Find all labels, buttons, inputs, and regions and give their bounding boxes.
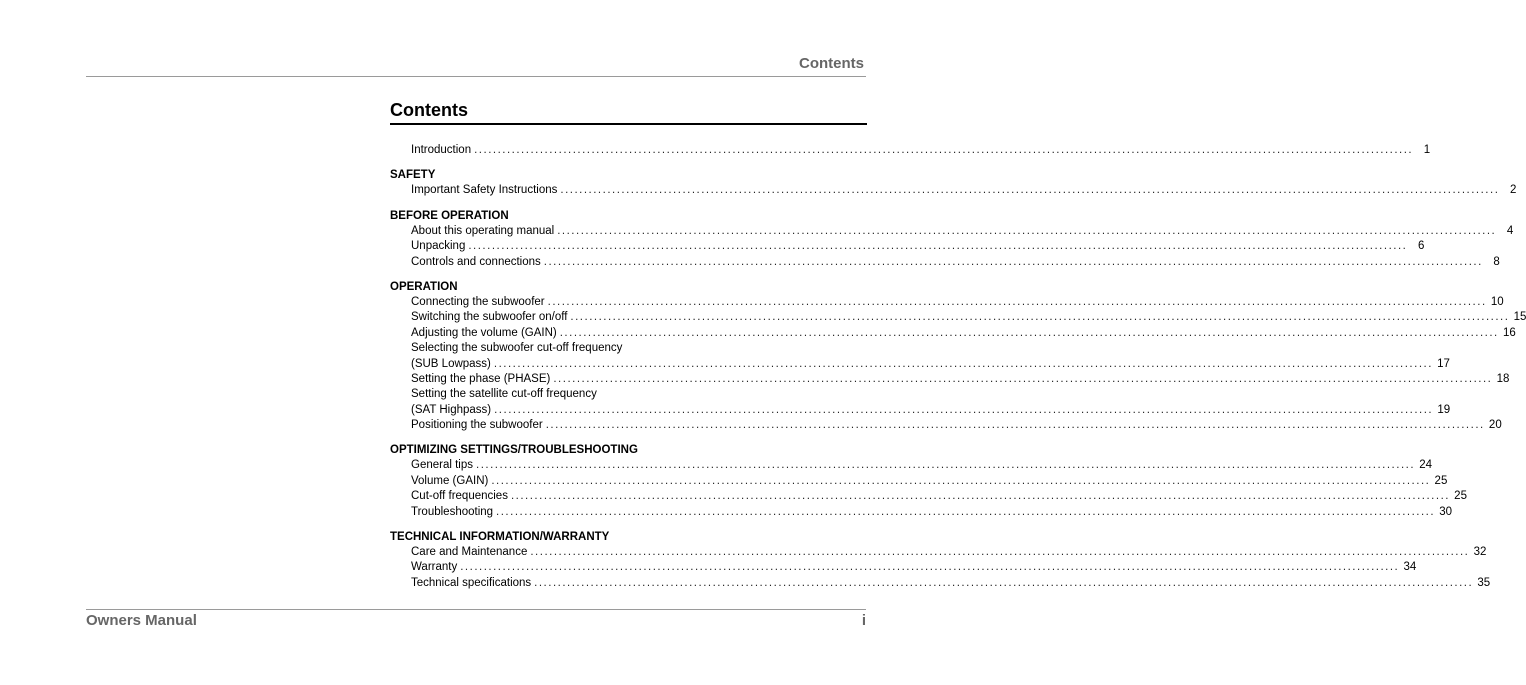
- toc-page-number: 19: [1437, 403, 1451, 416]
- toc-dot-leader: ........................................................................................................................................................................................................: [474, 144, 1414, 156]
- toc-section-heading: OPTIMIZING SETTINGS/TROUBLESHOOTING: [390, 444, 638, 457]
- toc-section-heading: OPERATION: [390, 280, 458, 293]
- toc-section-heading: BEFORE OPERATION: [390, 209, 509, 222]
- toc-entry-title: Important Safety Instructions: [411, 184, 558, 197]
- toc-page-number: 18: [1496, 372, 1510, 385]
- toc-entry[interactable]: [390, 418, 1502, 433]
- toc-entry-title: About this operating manual: [411, 224, 555, 237]
- toc-entry[interactable]: [390, 458, 1433, 473]
- toc-entry[interactable]: [390, 474, 1448, 489]
- toc-entry[interactable]: [390, 545, 1487, 560]
- toc-dot-leader: ........................................................................................................................................................................................................: [557, 224, 1497, 237]
- toc-entry[interactable]: [390, 505, 1453, 520]
- toc-page-number: 1: [1423, 144, 1431, 156]
- toc-entry-title: Care and Maintenance: [411, 546, 528, 559]
- toc-page-number: 16: [1502, 326, 1516, 339]
- toc-entry-title: Volume (GAIN): [411, 474, 489, 487]
- toc-entry-title: (SUB Lowpass): [411, 357, 491, 370]
- toc-page-number: 4: [1506, 224, 1514, 237]
- toc-dot-leader: ........................................................................................................................................................................................................: [543, 255, 1483, 268]
- toc-section: [390, 143, 1431, 158]
- toc-dot-leader: ........................................................................................................................................................................................................: [510, 490, 1450, 503]
- toc-section: [390, 208, 1514, 270]
- table-of-contents: [390, 100, 1526, 591]
- header-rule: [86, 76, 866, 77]
- toc-dot-leader: ........................................................................................................................................................................................................: [570, 311, 1510, 324]
- toc-dot-leader: ........................................................................................................................................................................................................: [547, 295, 1487, 308]
- toc-entry[interactable]: [390, 576, 1491, 591]
- toc-section-heading: TECHNICAL INFORMATION/WARRANTY: [390, 531, 610, 544]
- header-title: Contents: [799, 55, 864, 72]
- toc-page-number: 17: [1437, 357, 1450, 370]
- toc-entry-title: Cut-off frequencies: [411, 490, 508, 503]
- toc-section: [390, 167, 1517, 198]
- toc-entry-title-line: Selecting the subwoofer cut-off frequency: [411, 342, 623, 355]
- toc-dot-leader: ........................................................................................................................................................................................................: [476, 459, 1416, 472]
- footer-page-number: i: [861, 612, 866, 629]
- toc-entry-title-line: Setting the satellite cut-off frequency: [411, 388, 597, 401]
- toc-dot-leader: ........................................................................................................................................................................................................: [559, 326, 1499, 339]
- toc-entry-title: Setting the phase (PHASE): [411, 372, 551, 385]
- toc-entry-title: Warranty: [411, 561, 458, 574]
- toc-section-heading: SAFETY: [390, 169, 436, 182]
- toc-dot-leader: ........................................................................................................................................................................................................: [496, 505, 1436, 518]
- toc-entry-title: Positioning the subwoofer: [411, 419, 543, 432]
- toc-dot-leader: ........................................................................................................................................................................................................: [491, 474, 1431, 487]
- toc-dot-leader: ........................................................................................................................................................................................................: [493, 357, 1433, 370]
- toc-page-number: 8: [1493, 255, 1500, 268]
- toc-entry[interactable]: [390, 310, 1526, 325]
- toc-dot-leader: ........................................................................................................................................................................................................: [534, 576, 1474, 589]
- toc-page-number: 20: [1488, 419, 1502, 432]
- toc-entry-title: Troubleshooting: [411, 505, 494, 518]
- toc-dot-leader: ........................................................................................................................................................................................................: [494, 403, 1434, 416]
- toc-page-number: 25: [1454, 490, 1467, 503]
- toc-page-number: 25: [1434, 474, 1448, 487]
- toc-entry-title: Connecting the subwoofer: [411, 295, 545, 308]
- toc-entry[interactable]: [390, 326, 1516, 341]
- toc-page-number: 34: [1403, 561, 1417, 574]
- toc-entry[interactable]: [390, 403, 1451, 418]
- toc-page-number: 10: [1490, 295, 1504, 308]
- toc-section: [390, 279, 1526, 434]
- toc-title: Contents: [390, 100, 867, 125]
- toc-page-number: 32: [1473, 546, 1487, 559]
- toc-section: [390, 442, 1467, 520]
- toc-section: [390, 529, 1491, 591]
- toc-page-number: 6: [1417, 240, 1425, 253]
- toc-entry[interactable]: [390, 489, 1467, 504]
- toc-page-number: 24: [1419, 459, 1433, 472]
- toc-page-number: 15: [1513, 311, 1526, 324]
- toc-entry-title: General tips: [411, 459, 474, 472]
- toc-entry[interactable]: [390, 372, 1510, 387]
- toc-entry[interactable]: [390, 224, 1514, 239]
- toc-entry[interactable]: [390, 295, 1504, 310]
- toc-entry-title: Introduction: [411, 144, 472, 156]
- toc-sections: [390, 143, 1526, 591]
- footer-rule: [86, 609, 866, 610]
- toc-page-number: 35: [1477, 576, 1491, 589]
- toc-dot-leader: ........................................................................................................................................................................................................: [553, 372, 1493, 385]
- toc-entry[interactable]: [390, 357, 1450, 372]
- toc-entry-title: (SAT Highpass): [411, 403, 492, 416]
- toc-page-number: 2: [1509, 184, 1517, 197]
- toc-entry[interactable]: [390, 239, 1425, 254]
- toc-dot-leader: ........................................................................................................................................................................................................: [460, 561, 1400, 574]
- toc-dot-leader: ........................................................................................................................................................................................................: [530, 546, 1470, 559]
- toc-dot-leader: ........................................................................................................................................................................................................: [560, 184, 1500, 197]
- toc-page-number: 30: [1439, 505, 1453, 518]
- toc-entry-title: Controls and connections: [411, 255, 541, 268]
- toc-entry[interactable]: [390, 560, 1417, 575]
- toc-entry[interactable]: [390, 183, 1517, 198]
- footer-manual-name: Owners Manual: [86, 612, 197, 629]
- toc-dot-leader: ........................................................................................................................................................................................................: [545, 419, 1485, 432]
- toc-entry-title: Adjusting the volume (GAIN): [411, 326, 557, 339]
- toc-entry-title: Technical specifications: [411, 576, 532, 589]
- toc-entry-title: Unpacking: [411, 240, 466, 253]
- toc-entry[interactable]: [390, 255, 1500, 270]
- toc-entry[interactable]: [390, 143, 1431, 158]
- toc-dot-leader: ........................................................................................................................................................................................................: [468, 240, 1408, 253]
- toc-entry-title: Switching the subwoofer on/off: [411, 311, 568, 324]
